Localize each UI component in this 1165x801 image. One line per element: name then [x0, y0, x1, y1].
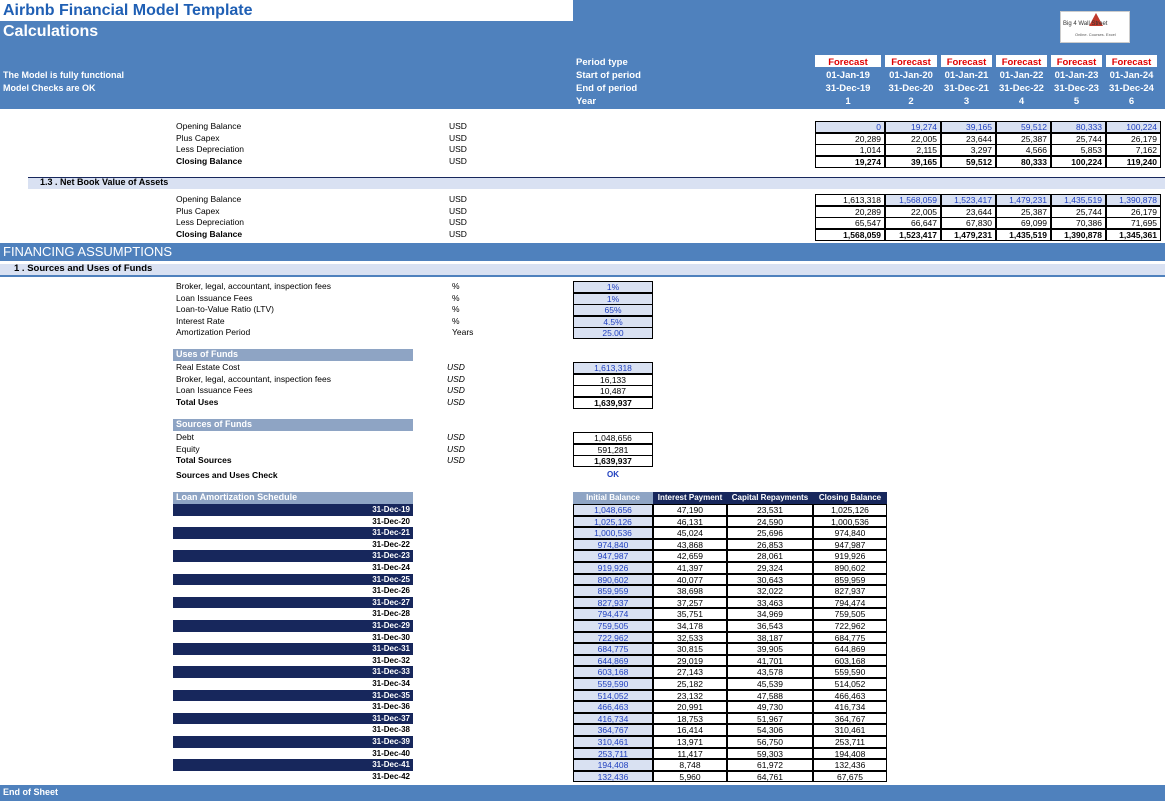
financing-band [0, 243, 1165, 261]
assumption-label: Loan Issuance Fees [176, 292, 253, 303]
value-cell[interactable]: 1,568,059 [885, 194, 941, 206]
amort-date: 31-Dec-27 [173, 597, 413, 609]
amort-value[interactable]: 23,531 [727, 504, 813, 516]
amort-value[interactable]: 253,711 [573, 748, 653, 760]
amort-value[interactable]: 8,748 [653, 759, 727, 771]
value-cell[interactable]: 1,345,361 [1106, 229, 1161, 241]
amort-value[interactable]: 794,474 [813, 597, 887, 609]
amort-value[interactable]: 132,436 [813, 759, 887, 771]
value-cell[interactable]: 5,853 [1051, 144, 1106, 156]
check-label: Sources and Uses Check [176, 470, 278, 480]
start-label: Start of period [576, 70, 641, 81]
amort-value[interactable]: 16,414 [653, 724, 727, 736]
row-unit: USD [449, 205, 467, 216]
value-cell[interactable]: 1,479,231 [941, 229, 996, 241]
value-cell[interactable]: 3,297 [941, 144, 996, 156]
end-date: 31-Dec-24 [1109, 83, 1154, 94]
amort-value[interactable]: 416,734 [813, 701, 887, 713]
value-cell[interactable]: 20,289 [815, 206, 885, 218]
amort-value[interactable]: 59,303 [727, 748, 813, 760]
amort-value[interactable]: 30,643 [727, 574, 813, 586]
value-cell[interactable]: 25,387 [996, 206, 1051, 218]
amort-date: 31-Dec-37 [173, 713, 413, 725]
amort-value[interactable]: 827,937 [573, 597, 653, 609]
amort-value[interactable]: 1,048,656 [573, 504, 653, 516]
value-cell[interactable]: 66,647 [885, 217, 941, 229]
end-date: 31-Dec-22 [999, 83, 1044, 94]
row-unit: USD [449, 228, 467, 239]
nbv-section-title: 1.3 . Net Book Value of Assets [40, 177, 169, 187]
amort-value[interactable]: 45,539 [727, 678, 813, 690]
amort-value[interactable]: 310,461 [573, 736, 653, 748]
amort-date: 31-Dec-25 [173, 574, 413, 586]
amort-value[interactable]: 56,750 [727, 736, 813, 748]
amort-value[interactable]: 46,131 [653, 516, 727, 528]
amort-value[interactable]: 24,590 [727, 516, 813, 528]
amort-date: 31-Dec-23 [173, 550, 413, 562]
value-cell[interactable]: 1,435,519 [1051, 194, 1106, 206]
end-date: 31-Dec-23 [1054, 83, 1099, 94]
start-date: 01-Jan-20 [889, 70, 933, 81]
value-cell[interactable]: 26,179 [1106, 206, 1161, 218]
value-cell[interactable]: 39,165 [941, 121, 996, 133]
amort-value[interactable]: 18,753 [653, 713, 727, 725]
amort-value[interactable]: 41,701 [727, 655, 813, 667]
amort-value[interactable]: 947,987 [573, 550, 653, 562]
amort-value[interactable]: 38,698 [653, 585, 727, 597]
row-unit: USD [449, 132, 467, 143]
amort-value[interactable]: 759,505 [813, 608, 887, 620]
assumption-input[interactable]: 25.00 [573, 327, 653, 339]
assumption-label: Interest Rate [176, 315, 225, 326]
value-cell[interactable]: 119,240 [1106, 156, 1161, 168]
amort-date: 31-Dec-32 [372, 655, 410, 665]
value-cell[interactable]: 100,224 [1106, 121, 1161, 133]
row-unit: USD [449, 121, 467, 131]
assumption-label: Amortization Period [176, 327, 251, 338]
amort-date: 31-Dec-35 [173, 690, 413, 702]
value-cell[interactable]: 100,224 [1051, 156, 1106, 168]
value-cell[interactable]: 1,523,417 [885, 229, 941, 241]
amort-value[interactable]: 466,463 [813, 690, 887, 702]
assumption-unit: % [452, 304, 460, 315]
logo-text: Big 4 Wall Street [1063, 21, 1108, 27]
amort-value[interactable]: 29,019 [653, 655, 727, 667]
amort-value[interactable]: 722,962 [573, 632, 653, 644]
assumption-unit: % [452, 292, 460, 303]
footer-band [0, 785, 1165, 801]
end-date: 31-Dec-19 [825, 83, 871, 94]
amort-value[interactable]: 40,077 [653, 574, 727, 586]
amort-value[interactable]: 54,306 [727, 724, 813, 736]
amort-value[interactable]: 603,168 [573, 666, 653, 678]
assumption-unit: % [452, 281, 460, 291]
amort-value[interactable]: 61,972 [727, 759, 813, 771]
amort-value[interactable]: 559,590 [813, 666, 887, 678]
amort-value[interactable]: 947,987 [813, 539, 887, 551]
amort-value[interactable]: 13,971 [653, 736, 727, 748]
year-number: 5 [1073, 96, 1080, 107]
amort-value[interactable]: 23,132 [653, 690, 727, 702]
amort-value[interactable]: 859,959 [813, 574, 887, 586]
amort-date: 31-Dec-38 [372, 725, 410, 735]
row-label: Plus Capex [176, 205, 220, 216]
value-cell[interactable]: 23,644 [941, 206, 996, 218]
period-type-value: Forecast [891, 57, 931, 68]
col-initial-balance: Initial Balance [573, 492, 653, 504]
uses-title: Uses of Funds [176, 349, 239, 359]
sources-label: Total Sources [176, 455, 232, 466]
uses-value[interactable]: 1,613,318 [573, 362, 653, 374]
uses-unit: USD [447, 373, 465, 384]
assumption-unit: Years [452, 327, 474, 338]
amort-value[interactable]: 51,967 [727, 713, 813, 725]
amort-value[interactable]: 416,734 [573, 713, 653, 725]
value-cell[interactable]: 70,386 [1051, 217, 1106, 229]
model-status: The Model is fully functional [3, 70, 125, 80]
uses-value[interactable]: 10,487 [573, 385, 653, 397]
row-label: Closing Balance [176, 228, 243, 239]
value-cell[interactable]: 1,390,878 [1051, 229, 1106, 241]
amort-value[interactable]: 49,730 [727, 701, 813, 713]
amort-value[interactable]: 1,000,536 [573, 527, 653, 539]
sources-value[interactable]: 1,048,656 [573, 432, 653, 444]
amort-value[interactable]: 30,815 [653, 643, 727, 655]
amort-value[interactable]: 26,853 [727, 539, 813, 551]
amort-value[interactable]: 64,761 [727, 771, 813, 783]
value-cell[interactable]: 39,165 [885, 156, 941, 168]
amort-value[interactable]: 559,590 [573, 678, 653, 690]
amort-value[interactable]: 919,926 [813, 550, 887, 562]
value-cell[interactable]: 19,274 [885, 121, 941, 133]
amort-value[interactable]: 11,417 [653, 748, 727, 760]
value-cell[interactable]: 23,644 [941, 133, 996, 145]
value-cell[interactable]: 25,387 [996, 133, 1051, 145]
amort-value[interactable]: 466,463 [573, 701, 653, 713]
page-title: Airbnb Financial Model Template [3, 2, 253, 19]
amort-value[interactable]: 827,937 [813, 585, 887, 597]
amort-value[interactable]: 36,543 [727, 620, 813, 632]
check-value: OK [607, 470, 619, 479]
value-cell[interactable]: 22,005 [885, 133, 941, 145]
value-cell[interactable]: 26,179 [1106, 133, 1161, 145]
uses-label: Total Uses [176, 396, 219, 407]
row-label: Less Depreciation [176, 217, 245, 228]
amort-value[interactable]: 43,578 [727, 666, 813, 678]
amort-value[interactable]: 37,257 [653, 597, 727, 609]
amort-value[interactable]: 45,024 [653, 527, 727, 539]
col-closing-balance: Closing Balance [813, 492, 887, 504]
amort-value[interactable]: 132,436 [573, 771, 653, 783]
amort-date: 31-Dec-28 [372, 609, 410, 619]
amort-value[interactable]: 514,052 [573, 690, 653, 702]
amort-value[interactable]: 194,408 [573, 759, 653, 771]
row-label: Opening Balance [176, 121, 242, 131]
amort-value[interactable]: 25,182 [653, 678, 727, 690]
amort-value[interactable]: 1,000,536 [813, 516, 887, 528]
amort-value[interactable]: 364,767 [573, 724, 653, 736]
amort-value[interactable]: 919,926 [573, 562, 653, 574]
assumption-input[interactable]: 65% [573, 304, 653, 316]
amort-value[interactable]: 1,025,126 [813, 504, 887, 516]
amort-value[interactable]: 974,840 [573, 539, 653, 551]
row-unit: USD [449, 194, 467, 204]
amort-value[interactable]: 603,168 [813, 655, 887, 667]
amort-value[interactable]: 684,775 [813, 632, 887, 644]
amort-value[interactable]: 38,187 [727, 632, 813, 644]
amort-date: 31-Dec-20 [372, 516, 410, 526]
end-label: End of period [576, 83, 638, 94]
uses-unit: USD [447, 385, 465, 396]
value-cell[interactable]: 19,274 [815, 156, 885, 168]
period-type-value: Forecast [1056, 57, 1097, 68]
year-number: 1 [845, 96, 851, 107]
value-cell[interactable]: 25,744 [1051, 206, 1106, 218]
amort-value[interactable]: 39,905 [727, 643, 813, 655]
amort-value[interactable]: 34,969 [727, 608, 813, 620]
value-cell[interactable]: 1,390,878 [1106, 194, 1161, 206]
amort-date: 31-Dec-40 [372, 748, 410, 758]
amort-value[interactable]: 20,991 [653, 701, 727, 713]
amort-date: 31-Dec-33 [173, 666, 413, 678]
end-date: 31-Dec-20 [888, 83, 934, 94]
sources-uses-bar [0, 264, 1165, 277]
amort-value[interactable]: 974,840 [813, 527, 887, 539]
amort-value[interactable]: 5,960 [653, 771, 727, 783]
amort-date: 31-Dec-22 [372, 539, 410, 549]
sources-unit: USD [447, 432, 465, 442]
year-label: Year [576, 96, 597, 107]
big4-logo[interactable] [1060, 11, 1130, 43]
value-cell[interactable]: 1,613,318 [815, 194, 885, 206]
start-date: 01-Jan-19 [826, 70, 870, 81]
sources-label: Equity [176, 443, 200, 454]
period-type-label: Period type [576, 57, 628, 68]
value-cell[interactable]: 1,523,417 [941, 194, 996, 206]
amort-value[interactable]: 28,061 [727, 550, 813, 562]
amort-date: 31-Dec-42 [372, 771, 410, 781]
sheet-subtitle: Calculations [3, 23, 99, 40]
uses-unit: USD [447, 362, 465, 372]
amort-value[interactable]: 759,505 [573, 620, 653, 632]
amort-value[interactable]: 33,463 [727, 597, 813, 609]
amort-date: 31-Dec-21 [173, 527, 413, 539]
assumption-input[interactable]: 1% [573, 293, 653, 305]
value-cell[interactable]: 71,695 [1106, 217, 1161, 229]
amort-value[interactable]: 514,052 [813, 678, 887, 690]
amort-value[interactable]: 253,711 [813, 736, 887, 748]
value-cell[interactable]: 20,289 [815, 133, 885, 145]
start-date: 01-Jan-23 [1054, 70, 1099, 81]
col-capital-repayments: Capital Repayments [727, 492, 813, 504]
start-date: 01-Jan-21 [944, 70, 989, 81]
amort-value[interactable]: 32,022 [727, 585, 813, 597]
amort-value[interactable]: 47,190 [653, 504, 727, 516]
amort-value[interactable]: 194,408 [813, 748, 887, 760]
uses-unit: USD [447, 396, 465, 407]
row-unit: USD [449, 155, 467, 166]
value-cell[interactable]: 67,830 [941, 217, 996, 229]
assumption-label: Loan-to-Value Ratio (LTV) [176, 304, 274, 315]
amort-date: 31-Dec-36 [372, 702, 410, 712]
amort-value[interactable]: 364,767 [813, 713, 887, 725]
amort-date: 31-Dec-30 [372, 632, 410, 642]
value-cell[interactable]: 22,005 [885, 206, 941, 218]
amort-date: 31-Dec-39 [173, 736, 413, 748]
amort-value[interactable]: 859,959 [573, 585, 653, 597]
period-type-value: Forecast [1111, 57, 1152, 68]
amort-value[interactable]: 310,461 [813, 724, 887, 736]
row-label: Plus Capex [176, 132, 220, 143]
amort-value[interactable]: 1,025,126 [573, 516, 653, 528]
value-cell[interactable]: 4,566 [996, 144, 1051, 156]
amort-value[interactable]: 35,751 [653, 608, 727, 620]
amort-title: Loan Amortization Schedule [176, 492, 298, 502]
amort-value[interactable]: 890,602 [573, 574, 653, 586]
amort-value[interactable]: 34,178 [653, 620, 727, 632]
amort-value[interactable]: 67,675 [813, 771, 887, 783]
sources-unit: USD [447, 443, 465, 454]
year-number: 3 [963, 96, 970, 107]
model-checks: Model Checks are OK [3, 83, 96, 93]
value-cell[interactable]: 1,014 [815, 144, 885, 156]
value-cell[interactable]: 2,115 [885, 144, 941, 156]
value-cell[interactable]: 1,435,519 [996, 229, 1051, 241]
amort-value[interactable]: 722,962 [813, 620, 887, 632]
amort-date: 31-Dec-41 [173, 759, 413, 771]
end-of-sheet: End of Sheet [3, 787, 59, 797]
value-cell[interactable]: 65,547 [815, 217, 885, 229]
amort-date: 31-Dec-34 [372, 679, 410, 688]
amort-value[interactable]: 644,869 [573, 655, 653, 667]
col-interest-payment: Interest Payment [653, 492, 727, 504]
end-date: 31-Dec-21 [944, 83, 989, 94]
year-number: 6 [1128, 96, 1135, 107]
financing-title: FINANCING ASSUMPTIONS [3, 244, 173, 259]
amort-value[interactable]: 47,588 [727, 690, 813, 702]
nbv-section-bar [28, 177, 1165, 189]
value-cell[interactable]: 80,333 [1051, 121, 1106, 133]
amort-date: 31-Dec-19 [173, 504, 413, 516]
period-type-value: Forecast [828, 57, 868, 68]
start-date: 01-Jan-24 [1109, 70, 1154, 81]
amort-date: 31-Dec-29 [173, 620, 413, 632]
sources-unit: USD [447, 455, 465, 466]
sources-value[interactable]: 1,639,937 [573, 455, 653, 467]
value-cell[interactable]: 1,568,059 [815, 229, 885, 241]
amort-value[interactable]: 32,533 [653, 632, 727, 644]
row-label: Closing Balance [176, 155, 243, 166]
amort-value[interactable]: 41,397 [653, 562, 727, 574]
uses-label: Real Estate Cost [176, 362, 240, 372]
sources-title: Sources of Funds [176, 419, 253, 429]
amort-value[interactable]: 684,775 [573, 643, 653, 655]
amort-value[interactable]: 43,868 [653, 539, 727, 551]
amort-date: 31-Dec-31 [173, 643, 413, 655]
assumption-input[interactable]: 4.5% [573, 316, 653, 328]
sources-uses-title: 1 . Sources and Uses of Funds [14, 263, 153, 274]
period-type-value: Forecast [946, 57, 987, 68]
logo-subtext: Online. Courses. Excel [1075, 32, 1116, 37]
year-number: 2 [908, 96, 914, 107]
amort-date: 31-Dec-26 [372, 586, 410, 596]
value-cell[interactable]: 59,512 [941, 156, 996, 168]
amort-date: 31-Dec-24 [372, 563, 410, 572]
assumption-unit: % [452, 315, 460, 326]
amort-value[interactable]: 890,602 [813, 562, 887, 574]
value-cell[interactable]: 7,162 [1106, 144, 1161, 156]
row-label: Less Depreciation [176, 144, 245, 155]
assumption-input[interactable]: 1% [573, 281, 653, 293]
value-cell[interactable]: 80,333 [996, 156, 1051, 168]
value-cell[interactable]: 1,479,231 [996, 194, 1051, 206]
uses-value[interactable]: 1,639,937 [573, 397, 653, 409]
amort-value[interactable]: 29,324 [727, 562, 813, 574]
year-number: 4 [1018, 96, 1025, 107]
period-type-value: Forecast [1001, 57, 1042, 68]
sources-label: Debt [176, 432, 194, 442]
amort-value[interactable]: 644,869 [813, 643, 887, 655]
value-cell[interactable]: 59,512 [996, 121, 1051, 133]
uses-label: Broker, legal, accountant, inspection fees [176, 373, 331, 384]
amort-value[interactable]: 794,474 [573, 608, 653, 620]
amort-value[interactable]: 25,696 [727, 527, 813, 539]
row-label: Opening Balance [176, 194, 242, 204]
assumption-label: Broker, legal, accountant, inspection fees [176, 281, 331, 291]
value-cell[interactable]: 69,099 [996, 217, 1051, 229]
start-date: 01-Jan-22 [999, 70, 1044, 81]
amort-value[interactable]: 42,659 [653, 550, 727, 562]
uses-value[interactable]: 16,133 [573, 374, 653, 386]
value-cell[interactable]: 25,744 [1051, 133, 1106, 145]
row-unit: USD [449, 217, 467, 228]
amort-value[interactable]: 27,143 [653, 666, 727, 678]
row-unit: USD [449, 144, 467, 155]
sources-value[interactable]: 591,281 [573, 444, 653, 456]
uses-label: Loan Issuance Fees [176, 385, 253, 396]
value-cell[interactable]: 0 [815, 121, 885, 133]
